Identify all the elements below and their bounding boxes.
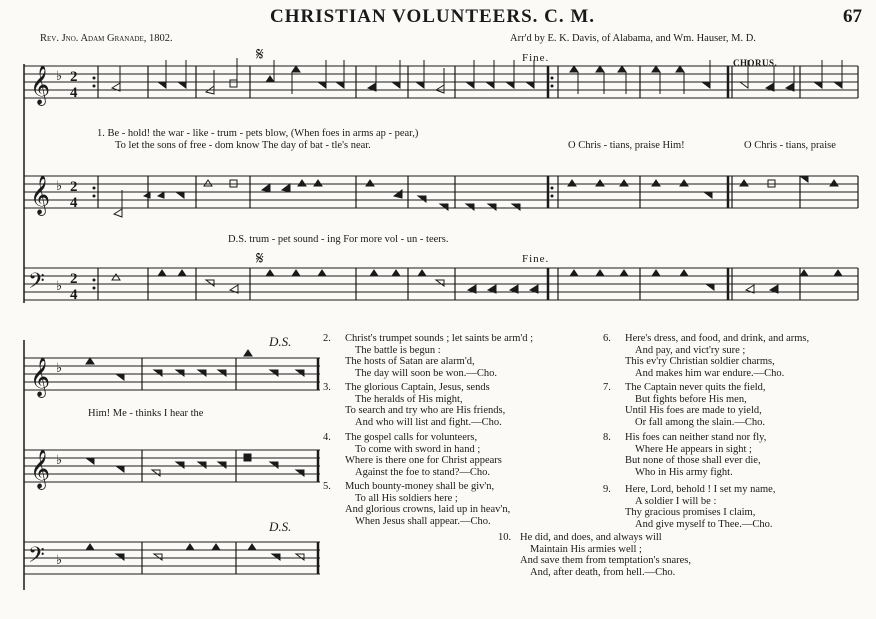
segno-icon: 𝄋 (256, 248, 264, 269)
bass-clef-icon: 𝄢 (28, 269, 45, 299)
chorus-lyric: O Chris - tians, praise (744, 140, 836, 151)
fine-mark: Fine. (522, 52, 550, 64)
verse-10: 10. He did, and does, and always will Maintain His armies well ; And save them from temptation's snares, And, after death, from hell.—Cho. (498, 532, 692, 578)
svg-text:4: 4 (70, 287, 78, 303)
svg-text:♭: ♭ (56, 69, 63, 84)
verse-7: 7. The Captain never quits the field, But fights before His men, Until His foes are made to yield, Or fall among the slain.—Cho. (603, 382, 766, 428)
ds-mark: D.S. (269, 334, 292, 349)
svg-text:♭: ♭ (56, 179, 63, 194)
svg-text:♭: ♭ (56, 453, 63, 468)
svg-text:2: 2 (70, 179, 78, 195)
svg-text:4: 4 (70, 195, 78, 211)
lyric-line: To let the sons of free - dom know The day of bat - tle's near. (115, 140, 371, 151)
chorus-lyric: O Chris - tians, praise Him! (568, 140, 685, 151)
verse-6: 6. Here's dress, and food, and drink, and arms, And pay, and vict'ry sure ; This ev'ry Christian soldier charms, And makes him war endure.—Cho. (603, 333, 810, 379)
svg-text:4: 4 (70, 85, 78, 101)
svg-text:♭: ♭ (56, 553, 63, 568)
chorus-mark: CHORUS. (733, 58, 778, 68)
treble-clef-icon: 𝄞 (30, 449, 51, 489)
verse-8: 8. His foes can neither stand nor fly, Where He appears in sight ; But none of those shall ever die, Who in His army fight. (603, 432, 767, 478)
composer-credit: Rev. Jno. Adam Granade, 1802. (40, 33, 173, 44)
staff-treble-1 (24, 66, 858, 98)
treble-clef-icon: 𝄞 (30, 65, 51, 105)
staff-bass-6 (24, 542, 320, 574)
verse-4: 4. The gospel calls for volunteers, To come with sword in hand ; Where is there one for Christ appears Against the foe to stand?—Cho. (323, 432, 502, 478)
lyric-line: 1. Be - hold! the war - like - trum - pets blow, (When foes in arms ap - pear,) (97, 128, 419, 139)
bass-clef-icon: 𝄢 (28, 543, 45, 573)
svg-text:♭: ♭ (56, 279, 63, 294)
svg-text:♭: ♭ (56, 361, 63, 376)
ds-mark: D.S. (269, 519, 292, 534)
verse-5: 5. Much bounty-money shall be giv'n, To all His soldiers here ; And glorious crowns, laid up in heav'n, When Jesus shall appear.—Cho. (323, 481, 511, 527)
treble-clef-icon: 𝄞 (30, 175, 51, 215)
lyric-line: Him! Me - thinks I hear the (88, 408, 204, 419)
page-number: 67 (843, 6, 862, 27)
verse-3: 3. The glorious Captain, Jesus, sends The heralds of His might, To search and try who are His friends, And who will list and fight.—Cho. (323, 382, 506, 428)
svg-text:2: 2 (70, 69, 78, 85)
segno-icon: 𝄋 (256, 44, 264, 65)
ds-lyric: D.S. trum - pet sound - ing For more vol - un - teers. (228, 234, 449, 245)
arranger-credit: Arr'd by E. K. Davis, of Alabama, and Wm. Hauser, M. D. (510, 33, 756, 44)
treble-clef-icon: 𝄞 (30, 357, 51, 397)
verse-2: 2. Christ's trumpet sounds ; let saints be arm'd ; The battle is begun : The hosts of Satan are alarm'd, The day will soon be won.—Cho. (323, 333, 534, 379)
song-title: CHRISTIAN VOLUNTEERS. C. M. (270, 6, 596, 27)
verse-9: 9. Here, Lord, behold ! I set my name, A soldier I will be : Thy gracious promises I claim, And give myself to Thee.—Cho. (603, 484, 776, 530)
svg-text:2: 2 (70, 271, 78, 287)
fine-mark: Fine. (522, 253, 550, 265)
